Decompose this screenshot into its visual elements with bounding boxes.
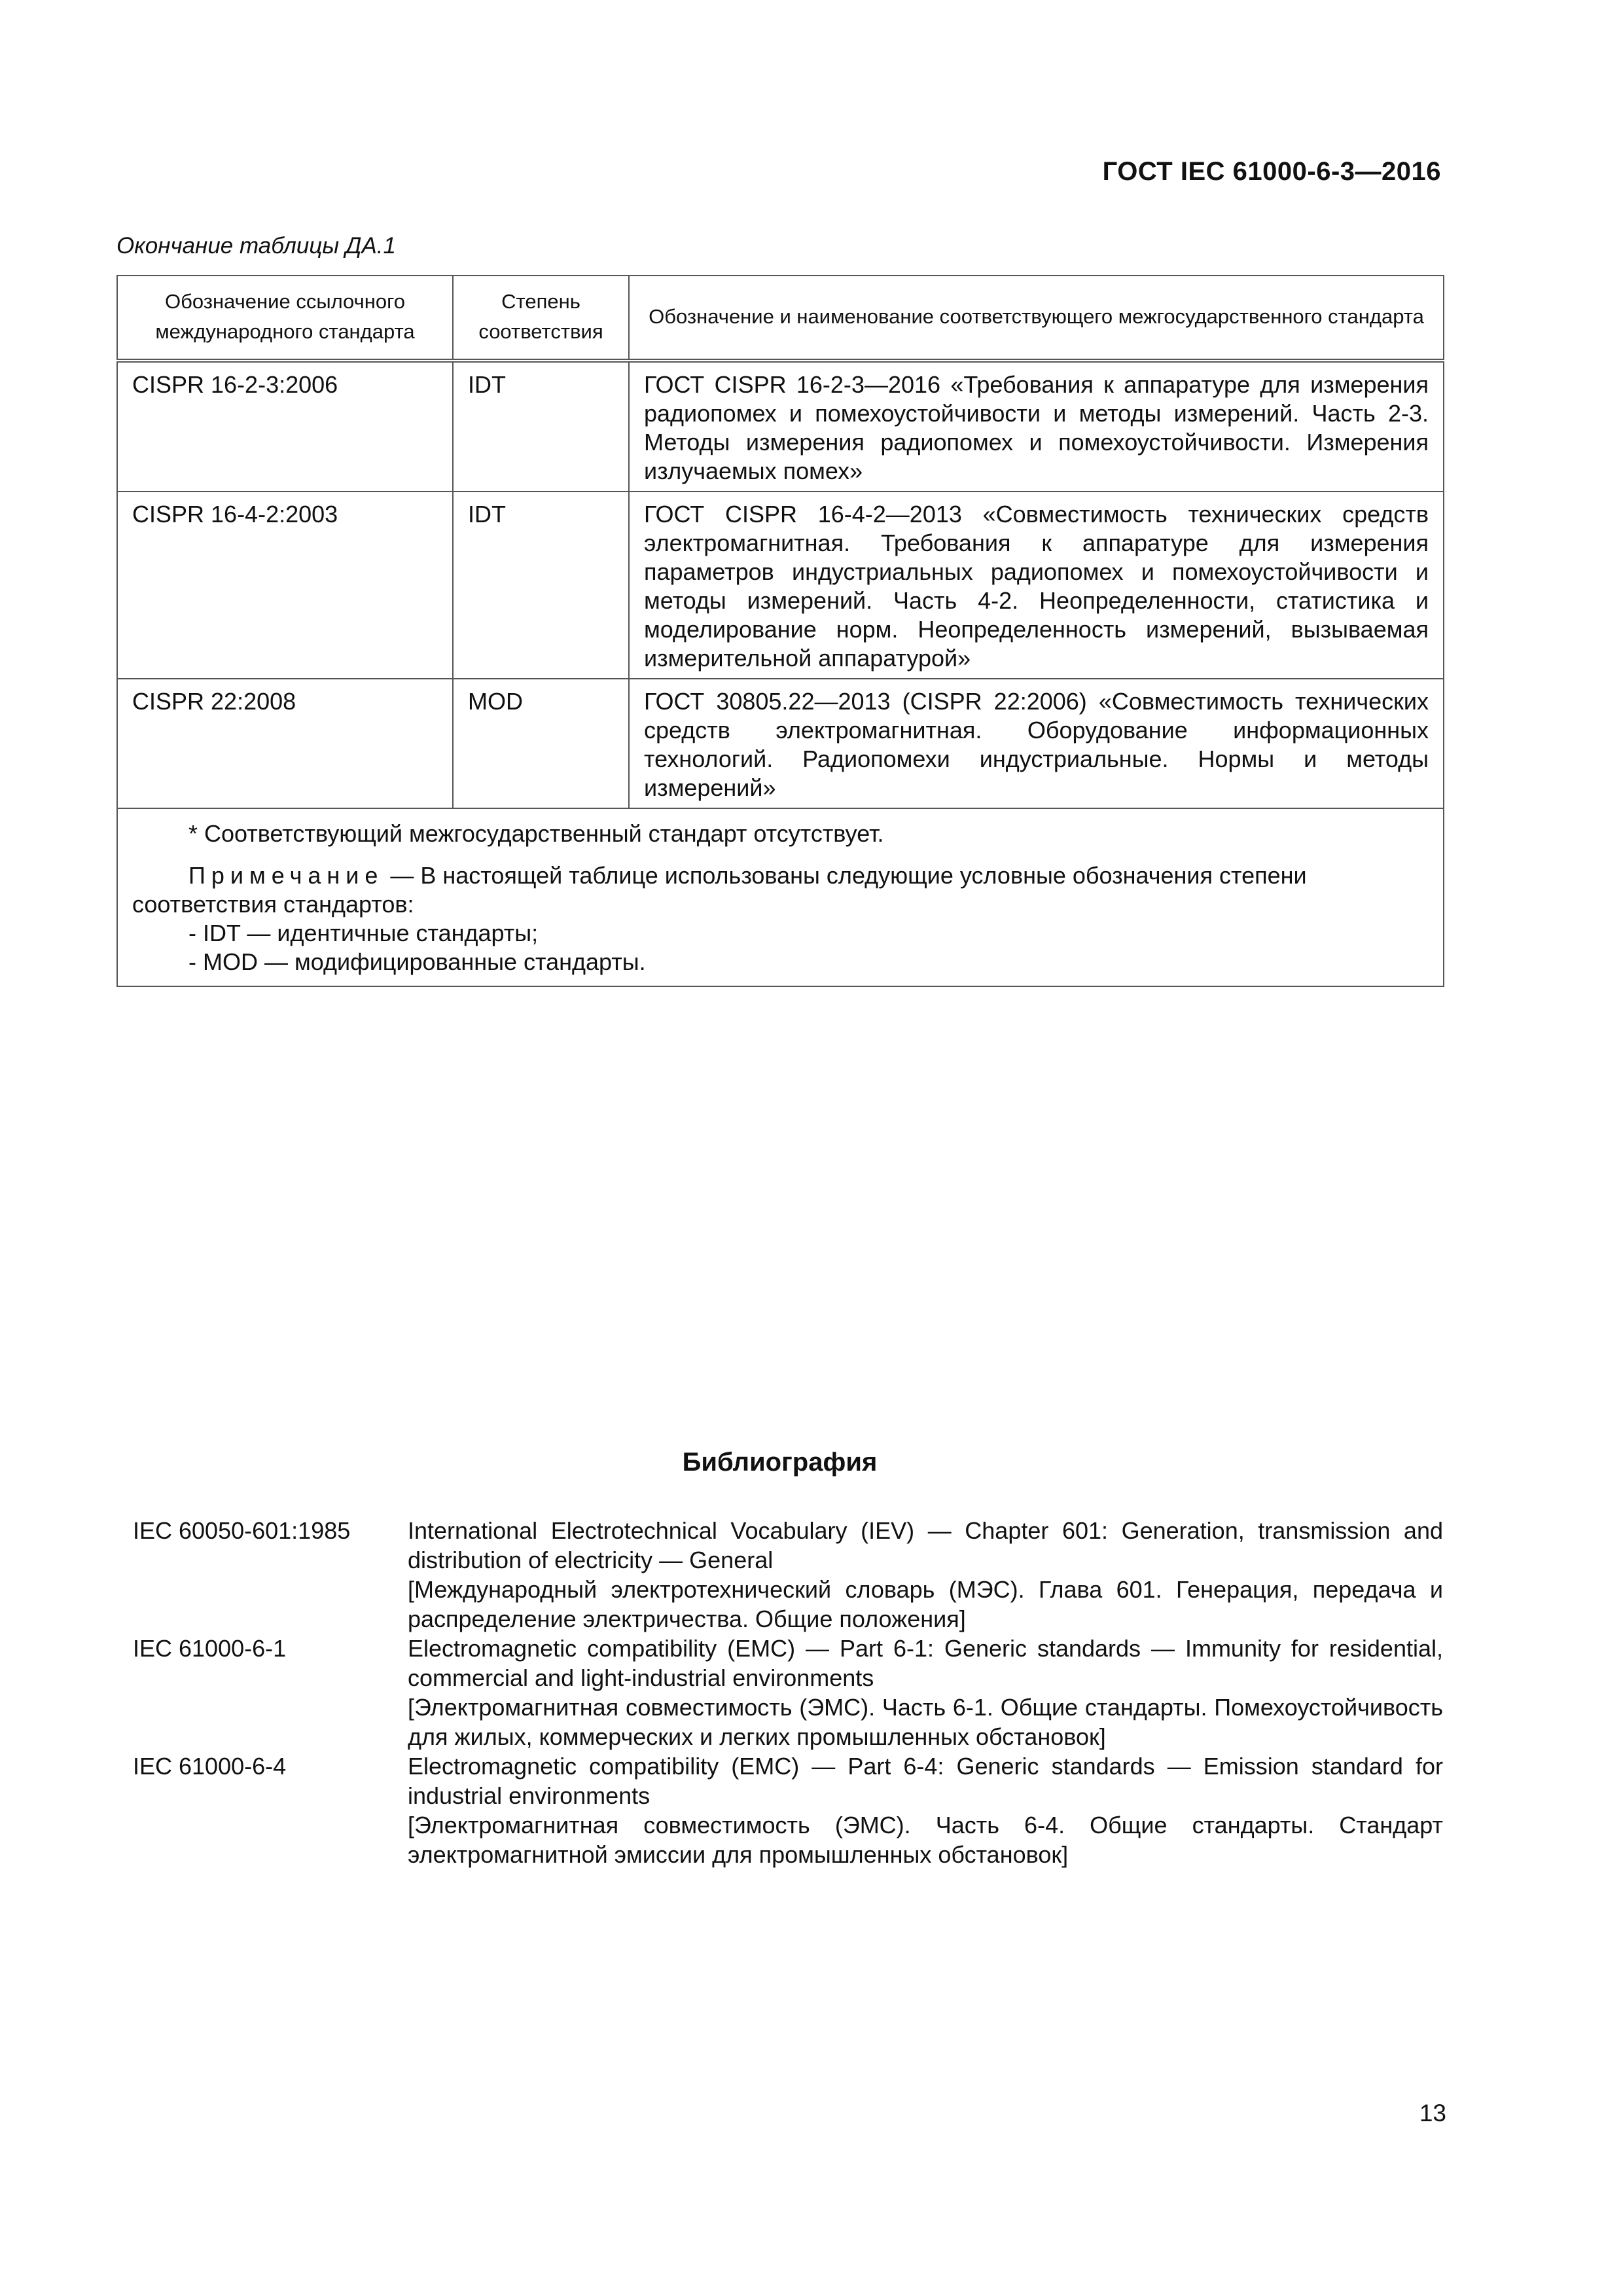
bibliography-russian-title: [Электромагнитная совместимость (ЭМС). Часть 6-1. Общие стандарты. Помехоустойчивость для жилых, коммерческих и легких промышленных обстановок]	[408, 1694, 1443, 1750]
bibliography-description	[408, 1634, 1443, 1751]
table-header-row	[117, 276, 1444, 361]
bibliography-english-title: Electromagnetic compatibility (EMC) — Part 6-4: Generic standards — Emission standard for industrial environments	[408, 1753, 1443, 1809]
cell-reference-standard: CISPR 16-4-2:2003	[117, 492, 453, 679]
document-code-header: ГОСТ IEC 61000-6-3—2016	[1102, 157, 1441, 186]
table-note	[132, 861, 1429, 919]
cell-interstate-standard: ГОСТ CISPR 16-4-2—2013 «Совместимость технических средств электромагнитная. Требования к аппаратуре для измерения параметров индустриальных радиопомех и помехоустойчивости и методы измерений. Часть 4-2. Неопределенности, статистика и моделирование норм. Неопределенность измерений, вызываемая измерительной аппаратурой»	[629, 492, 1444, 679]
note-item-idt: - IDT — идентичные стандарты;	[188, 920, 539, 946]
bibliography-russian-title: [Электромагнитная совместимость (ЭМС). Часть 6-4. Общие стандарты. Стандарт электромагнитной эмиссии для промышленных обстановок]	[408, 1812, 1443, 1868]
page-number: 13	[1419, 2100, 1446, 2126]
bibliography-entry	[133, 1634, 1443, 1751]
bibliography-code: IEC 60050-601:1985	[133, 1517, 351, 1544]
header-interstate-standard: Обозначение и наименование соответствующего межгосударственного стандарта	[629, 276, 1444, 361]
bibliography-title: Библиография	[682, 1448, 878, 1477]
standards-correspondence-table	[116, 275, 1444, 987]
bibliography-russian-title: [Международный электротехнический словарь (МЭС). Глава 601. Генерация, передача и распределение электричества. Общие положения]	[408, 1576, 1443, 1632]
cell-degree: IDT	[453, 492, 629, 679]
bibliography-code: IEC 61000-6-4	[133, 1753, 287, 1780]
table-note-row	[117, 808, 1444, 986]
cell-degree: IDT	[453, 361, 629, 492]
note-text: — В настоящей таблице использованы следующие условные обозначения степени соответствия стандартов:	[132, 862, 1307, 918]
bibliography-english-title: Electromagnetic compatibility (EMC) — Part 6-1: Generic standards — Immunity for residential, commercial and light-industrial environments	[408, 1635, 1443, 1691]
table-note-cell	[117, 808, 1444, 986]
header-reference-standard: Обозначение ссылочного международного стандарта	[117, 276, 453, 361]
table-row	[117, 361, 1444, 492]
cell-interstate-standard: ГОСТ CISPR 16-2-3—2016 «Требования к аппаратуре для измерения радиопомех и помехоустойчивости и методы измерений. Часть 2-3. Методы измерения радиопомех и помехоустойчивости. Измерения излучаемых помех»	[629, 361, 1444, 492]
bibliography-list	[133, 1516, 1443, 1869]
note-label: Примечание	[188, 862, 384, 889]
bibliography-description	[408, 1751, 1443, 1869]
cell-interstate-standard: ГОСТ 30805.22—2013 (CISPR 22:2006) «Совместимость технических средств электромагнитная. Оборудование информационных технологий. Радиопомехи индустриальные. Нормы и методы измерений»	[629, 679, 1444, 808]
bibliography-description	[408, 1516, 1443, 1634]
bibliography-code: IEC 61000-6-1	[133, 1635, 287, 1662]
header-degree-of-conformity: Степень соответствия	[453, 276, 629, 361]
note-item-mod: - MOD — модифицированные стандарты.	[188, 948, 646, 975]
table-footnote: * Соответствующий межгосударственный стандарт отсутствует.	[188, 820, 884, 847]
cell-reference-standard: CISPR 16-2-3:2006	[117, 361, 453, 492]
bibliography-entry	[133, 1751, 1443, 1869]
table-caption: Окончание таблицы ДА.1	[116, 233, 396, 259]
cell-degree: MOD	[453, 679, 629, 808]
bibliography-entry	[133, 1516, 1443, 1634]
bibliography-english-title: International Electrotechnical Vocabulary (IEV) — Chapter 601: Generation, transmission and distribution of electricity — General	[408, 1517, 1443, 1573]
table-row	[117, 679, 1444, 808]
table-row	[117, 492, 1444, 679]
cell-reference-standard: CISPR 22:2008	[117, 679, 453, 808]
